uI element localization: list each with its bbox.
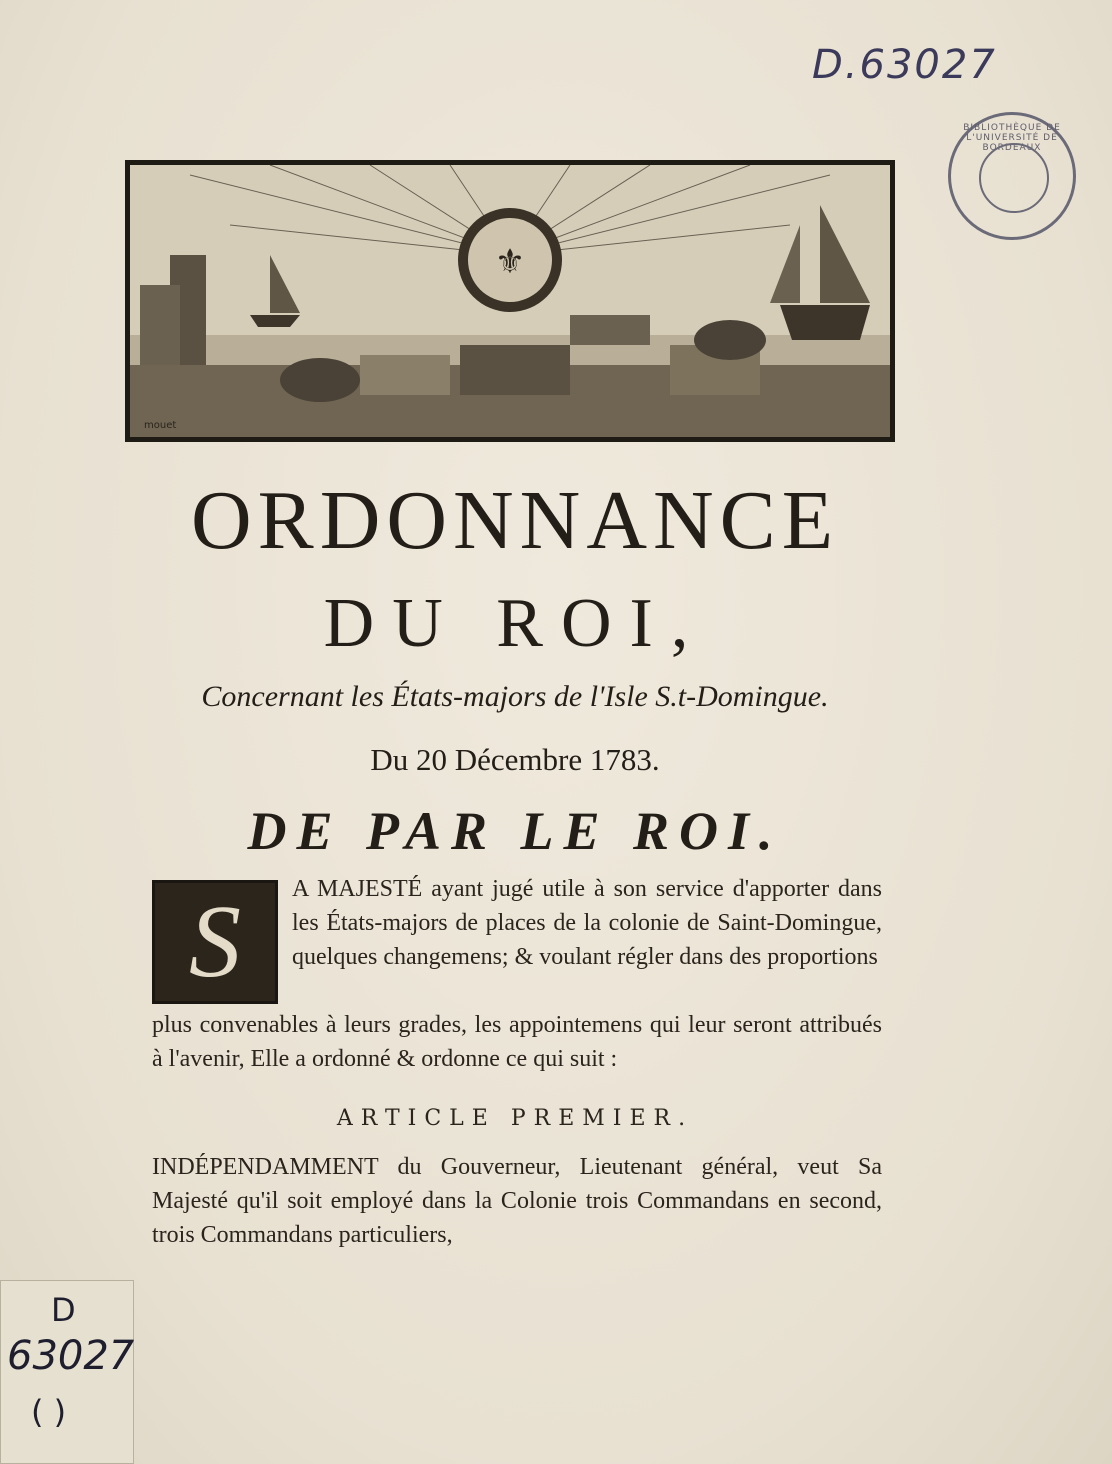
- engraver-signature: mouet: [144, 420, 177, 431]
- article-heading: ARTICLE PREMIER.: [336, 1106, 694, 1131]
- heading-de-par-le-roi: DE PAR LE ROI.: [247, 801, 783, 861]
- paragraph-preamble-rest: plus convenables à leurs grades, les appointemens qui leur seront attribués à l'avenir, Elle a ordonné & ordonne ce qui suit :: [152, 1012, 882, 1072]
- paragraph-preamble-first: A MAJESTÉ ayant jugé utile à son service d'apporter dans les États-majors de places de la colonie de Saint-Domingue, quelques changemens; & voulant régler dans des proportions: [292, 876, 882, 970]
- stamp-text: BIBLIOTHÈQUE DE L'UNIVERSITÉ DE BORDEAUX: [963, 123, 1061, 153]
- catalog-label: [0, 1280, 134, 1464]
- paragraph-article-one: INDÉPENDAMMENT du Gouverneur, Lieutenant général, veut Sa Majesté qu'il soit employé dans la Colonie trois Commandans en second, trois Commandans particuliers,: [152, 1154, 882, 1248]
- title-ordonnance: ORDONNANCE: [191, 474, 839, 567]
- label-parentheses: ( ): [31, 1393, 67, 1431]
- svg-text:⚜: ⚜: [494, 242, 526, 282]
- initial-letter: S: [189, 884, 241, 999]
- label-number: 63027: [7, 1333, 135, 1379]
- title-du-roi: DU ROI,: [323, 585, 707, 662]
- decorated-initial: [152, 880, 278, 1004]
- stamp-emblem: [979, 143, 1049, 213]
- vignette-illustration: [130, 165, 890, 437]
- engraved-vignette: [125, 160, 895, 442]
- date-line: Du 20 Décembre 1783.: [370, 742, 660, 777]
- subtitle: Concernant les États-majors de l'Isle S.t-Domingue.: [201, 680, 829, 713]
- label-letter: D: [51, 1291, 76, 1329]
- library-stamp: [948, 112, 1076, 240]
- handwritten-shelfmark: D.63027: [812, 42, 997, 88]
